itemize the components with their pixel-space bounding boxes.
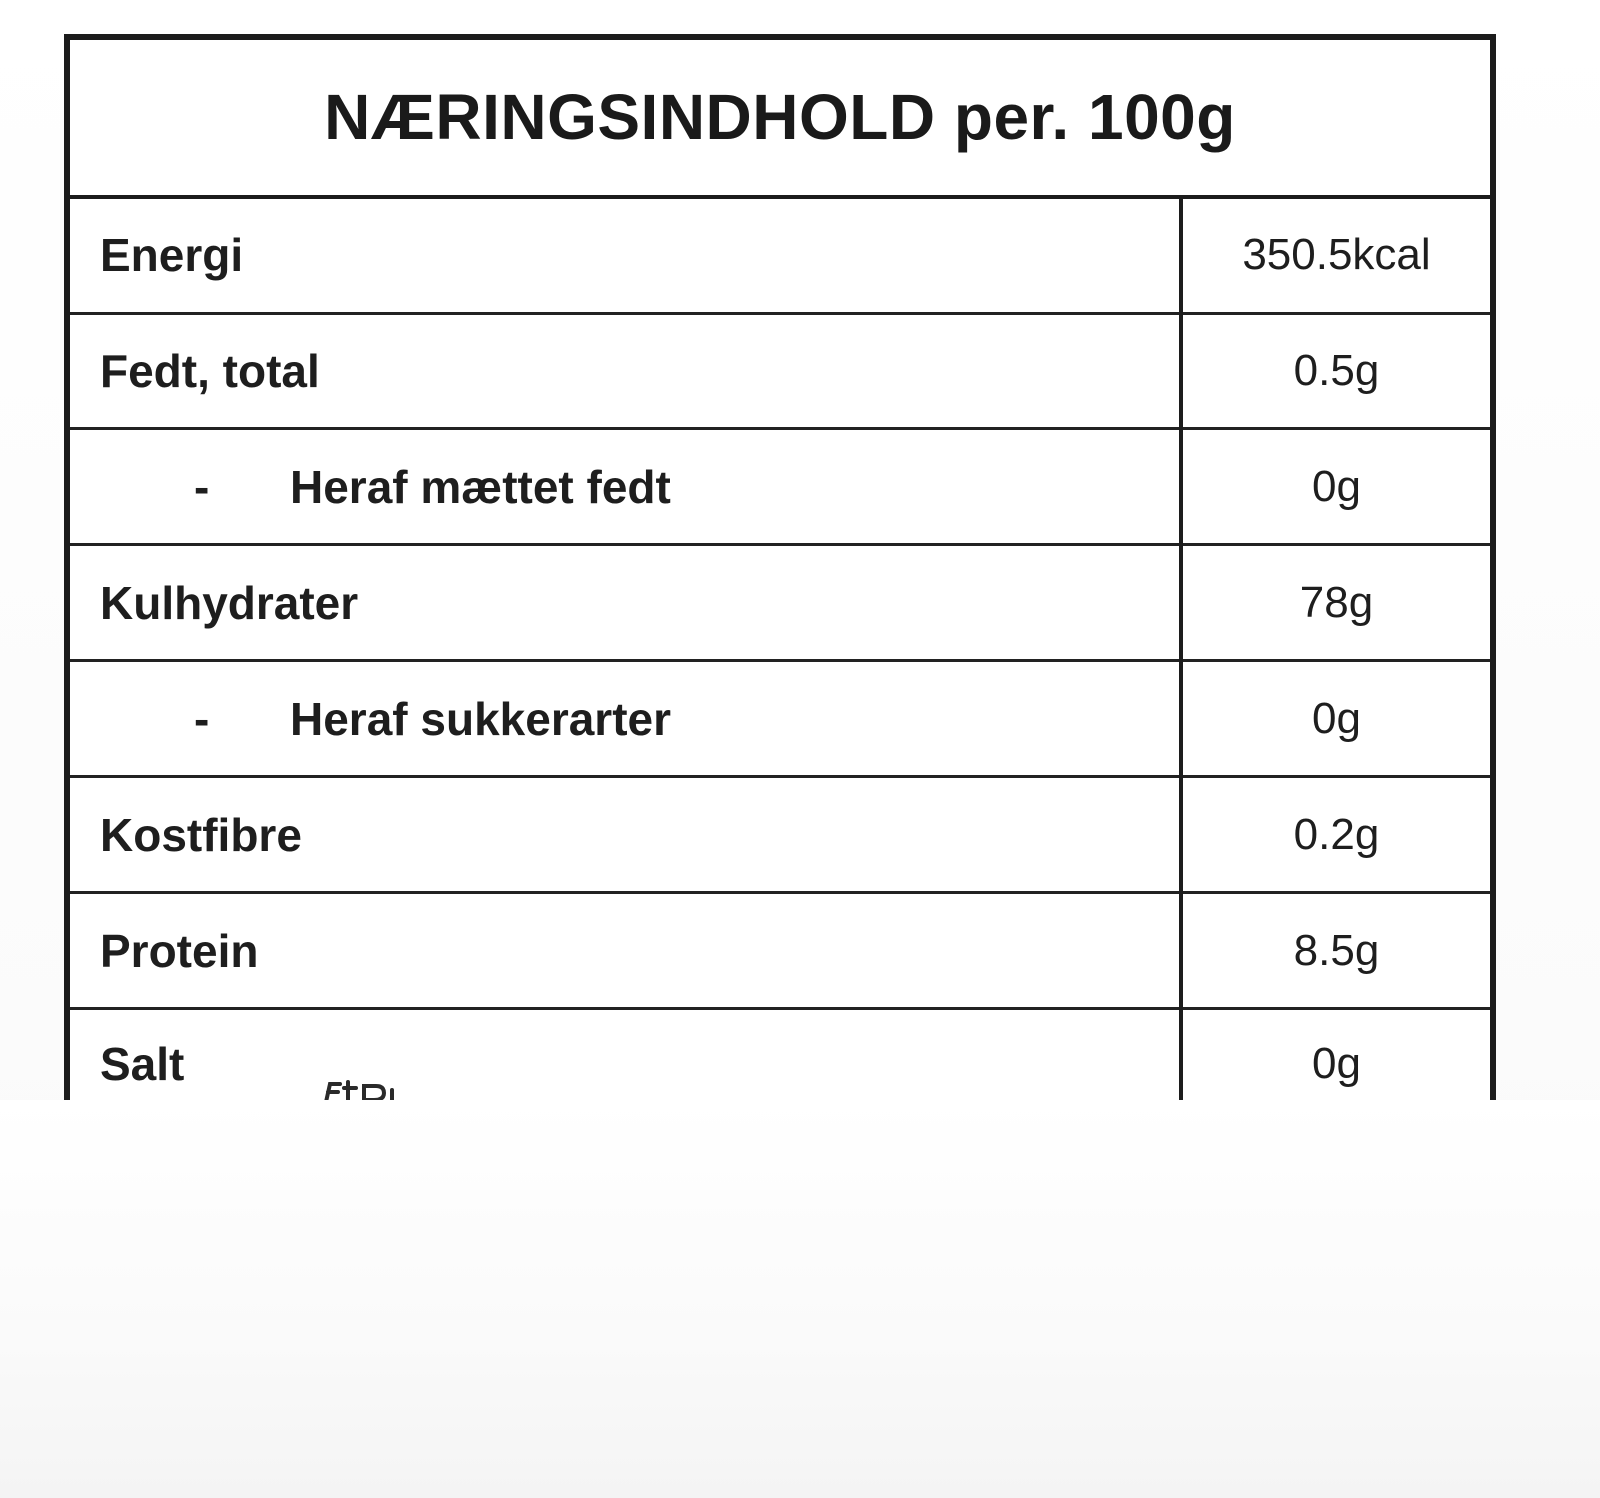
nutrient-label: Kulhydrater [67,545,1181,661]
nutrition-table [64,34,1496,1122]
table-row [67,661,1493,777]
table-header-row [67,37,1493,197]
nutrient-value: 0.2g [1181,777,1493,893]
nutrient-label: Protein [67,893,1181,1009]
nutrient-sublabel-cell [67,661,1181,777]
nutrient-value: 0g [1181,661,1493,777]
nutrient-label: Salt [67,1009,1181,1120]
nutrient-label: Heraf sukkerarter [290,692,672,745]
nutrient-value: 0g [1181,1009,1493,1120]
table-row [67,893,1493,1009]
nutrient-label: Heraf mættet fedt [290,460,671,513]
nutrient-value: 350.5kcal [1181,197,1493,313]
nutrient-label: Kostfibre [67,777,1181,893]
table-title: NÆRINGSINDHOLD per. 100g [67,37,1493,197]
sub-item-dash: - [194,460,210,513]
sub-item-dash: - [194,692,210,745]
table-row [67,429,1493,545]
nutrient-sublabel-cell [67,429,1181,545]
table-row [67,545,1493,661]
nutrient-label: Energi [67,197,1181,313]
nutrient-value: 0g [1181,429,1493,545]
nutrient-value: 0.5g [1181,313,1493,429]
table-row [67,313,1493,429]
nutrient-value: 78g [1181,545,1493,661]
nutrient-value: 8.5g [1181,893,1493,1009]
table-row [67,777,1493,893]
nutrient-label: Fedt, total [67,313,1181,429]
table-row [67,197,1493,313]
blank-paper-area [0,1100,1600,1498]
